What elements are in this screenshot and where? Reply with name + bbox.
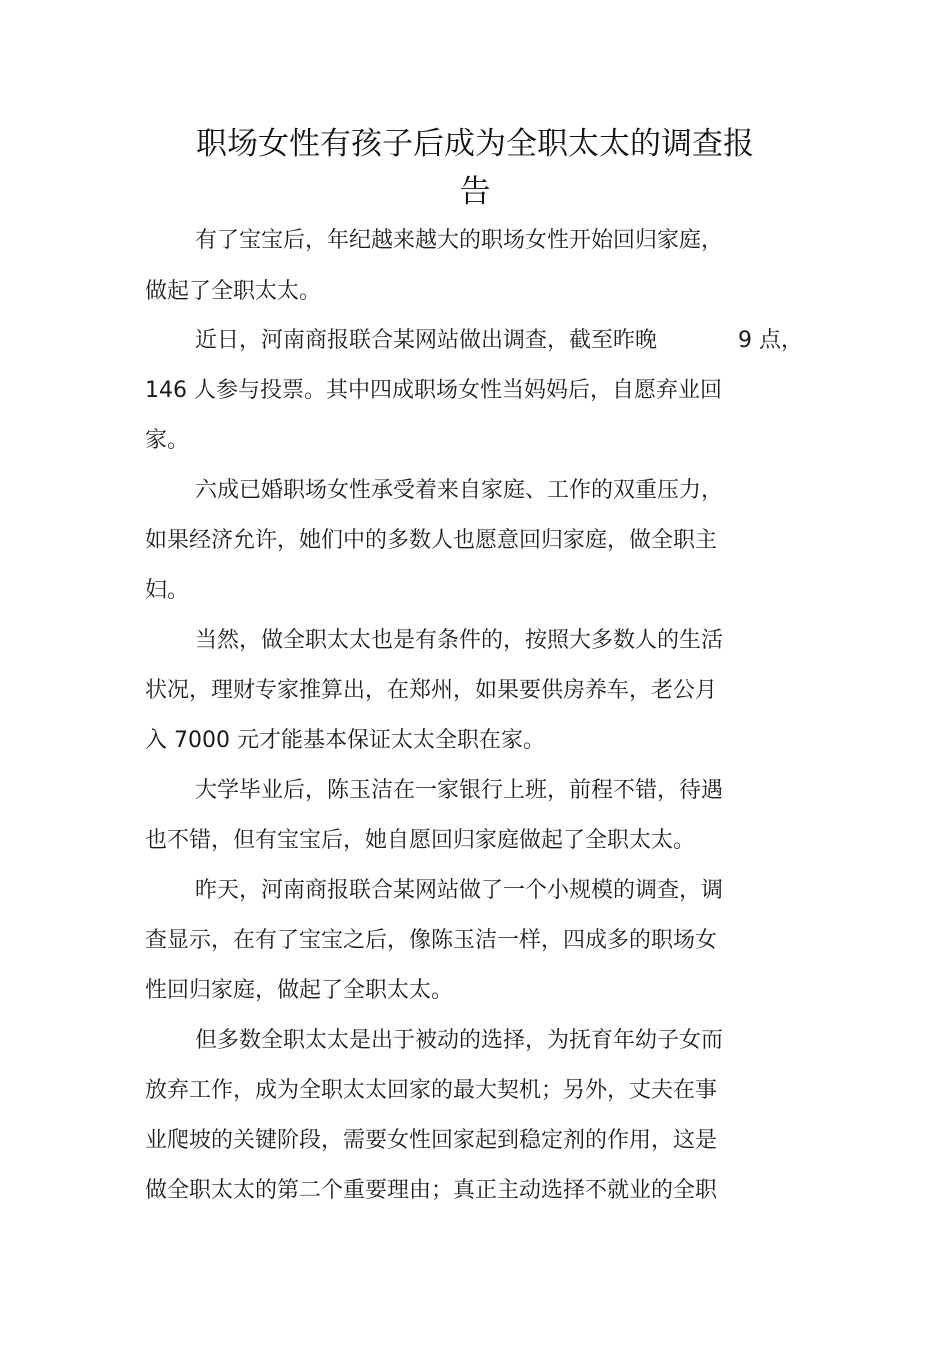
paragraph-2-line-2: 146 人参与投票。其中四成职场女性当妈妈后，自愿弃业回 bbox=[145, 378, 722, 403]
paragraph-6-line-2: 查显示，在有了宝宝之后，像陈玉洁一样，四成多的职场女 bbox=[145, 928, 718, 953]
paragraph-2-line-1: 近日，河南商报联合某网站做出调查，截至昨晚 bbox=[195, 328, 658, 353]
paragraph-1-line-2: 做起了全职太太。 bbox=[145, 279, 322, 304]
paragraph-6-line-3: 性回归家庭，做起了全职太太。 bbox=[145, 978, 454, 1003]
paragraph-5-line-1: 大学毕业后，陈玉洁在一家银行上班，前程不错，待遇 bbox=[195, 778, 724, 803]
paragraph-7-line-4: 做全职太太的第二个重要理由；真正主动选择不就业的全职 bbox=[145, 1178, 718, 1203]
paragraph-2-line-3: 家。 bbox=[145, 428, 190, 453]
paragraph-4-line-1: 当然，做全职太太也是有条件的，按照大多数人的生活 bbox=[195, 628, 724, 653]
paragraph-3-line-1: 六成已婚职场女性承受着来自家庭、工作的双重压力， bbox=[195, 478, 724, 503]
paragraph-4-line-2: 状况，理财专家推算出，在郑州，如果要供房养车，老公月 bbox=[145, 678, 718, 703]
document-title-line-1: 职场女性有孩子后成为全职太太的调查报 bbox=[196, 126, 754, 162]
paragraph-2-time-fragment: 9 点， bbox=[738, 328, 803, 353]
paragraph-7-line-3: 业爬坡的关键阶段，需要女性回家起到稳定剂的作用，这是 bbox=[145, 1128, 718, 1153]
paragraph-6-line-1: 昨天，河南商报联合某网站做了一个小规模的调查，调 bbox=[195, 878, 724, 903]
paragraph-4-line-3: 入 7000 元才能基本保证太太全职在家。 bbox=[145, 728, 545, 753]
paragraph-5-line-2: 也不错，但有宝宝后，她自愿回归家庭做起了全职太太。 bbox=[145, 828, 696, 853]
document-title-line-2: 告 bbox=[459, 174, 491, 210]
paragraph-3-line-2: 如果经济允许，她们中的多数人也愿意回归家庭，做全职主 bbox=[145, 528, 718, 553]
paragraph-1-line-1: 有了宝宝后，年纪越来越大的职场女性开始回归家庭， bbox=[195, 228, 724, 253]
paragraph-3-line-3: 妇。 bbox=[145, 578, 190, 603]
paragraph-7-line-1: 但多数全职太太是出于被动的选择，为抚育年幼子女而 bbox=[195, 1028, 724, 1053]
paragraph-7-line-2: 放弃工作，成为全职太太回家的最大契机；另外，丈夫在事 bbox=[145, 1078, 718, 1103]
